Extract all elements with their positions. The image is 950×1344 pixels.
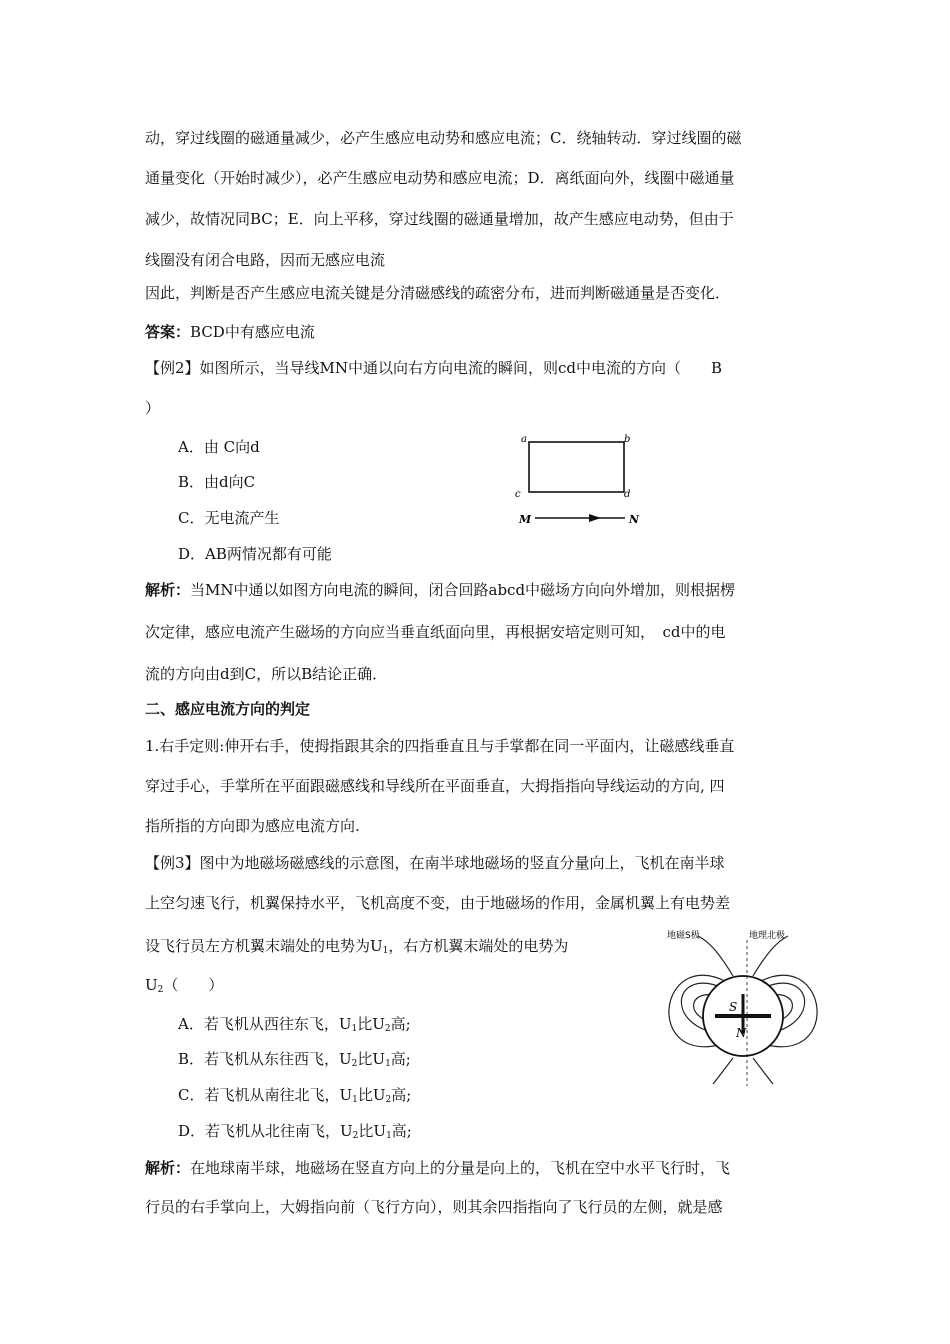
- field-line: [753, 936, 788, 976]
- corner-b-label: b: [624, 434, 631, 445]
- text-line: 穿过手心，手掌所在平面跟磁感线和导线所在平面垂直，大拇指指向导线运动的方向, 四: [145, 777, 725, 795]
- south-pole-label: S: [729, 1000, 738, 1014]
- example3-option-d: D．若飞机从北往南飞，$U_2$比$U_1$高;: [178, 1122, 412, 1141]
- analysis2-line: [145, 580, 735, 600]
- analysis-label: 解析：: [145, 1159, 191, 1177]
- text-line: 线圈没有闭合电路，因而无感应电流: [145, 251, 386, 269]
- north-pole-label: N: [736, 1026, 747, 1040]
- text-line: 动，穿过线圈的磁通量减少，必产生感应电动势和感应电流；C．绕轴转动．穿过线圈的磁: [145, 129, 742, 147]
- corner-c-label: c: [515, 489, 521, 500]
- section-heading: 二、感应电流方向的判定: [145, 700, 311, 718]
- text-line: 行员的右手掌向上，大姆指向前（飞行方向），则其余四指指向了飞行员的左侧，就是感: [145, 1198, 723, 1216]
- text-line: 流的方向由d到C，所以B结论正确．: [145, 665, 388, 683]
- wire-m-label: M: [519, 513, 532, 526]
- geographic-north-label: 地理北极: [749, 931, 786, 941]
- field-line: [713, 1058, 733, 1084]
- example2-option-a: A．由 C向d: [178, 438, 260, 456]
- example2-question: 【例2】如图所示，当导线MN中通以向右方向电流的瞬间，则cd中电流的方向（ B: [145, 359, 723, 377]
- text-line: 通量变化（开始时减少），必产生感应电动势和感应电流；D．离纸面向外，线圈中磁通量: [145, 169, 735, 187]
- example3-option-b: B．若飞机从东往西飞，$U_2$比$U_1$高;: [178, 1050, 411, 1069]
- wire-n-label: N: [629, 513, 640, 526]
- analysis3-line: [145, 1158, 730, 1178]
- analysis-text: 当MN中通以如图方向电流的瞬间，闭合回路abcd中磁场方向向外增加，则根据楞: [190, 581, 736, 599]
- field-line: [753, 1058, 773, 1084]
- answer-line: [145, 322, 315, 342]
- example3-question: 【例3】图中为地磁场磁感线的示意图，在南半球地磁场的竖直分量向上，飞机在南半球: [145, 854, 725, 872]
- text-line: 设飞行员左方机翼末端处的电势为$U_1$，右方机翼末端处的电势为: [145, 937, 569, 956]
- analysis-text: 在地球南半球，地磁场在竖直方向上的分量是向上的，飞机在空中水平飞行时，飞: [190, 1159, 731, 1177]
- text-line: 指所指的方向即为感应电流方向.: [145, 817, 360, 835]
- answer-label: 答案：: [145, 323, 191, 341]
- example2-question-close: ）: [145, 399, 161, 417]
- example2-option-d: D．AB两情况都有可能: [178, 545, 332, 563]
- example3-option-a: A．若飞机从西往东飞，$U_1$比$U_2$高;: [178, 1015, 411, 1034]
- text-line: 因此，判断是否产生感应电流关键是分清磁感线的疏密分布，进而判断磁通量是否变化．: [145, 284, 731, 302]
- text-line: 次定律，感应电流产生磁场的方向应当垂直纸面向里，再根据安培定则可知， cd中的电: [145, 623, 726, 641]
- circuit-figure: [505, 430, 655, 530]
- example2-option-c: C．无电流产生: [178, 509, 280, 527]
- geomagnetic-figure: [663, 926, 823, 1086]
- text-line: 减少，故情况同BC；E．向上平移，穿过线圈的磁通量增加，故产生感应电动势，但由于: [145, 210, 734, 228]
- answer-text: BCD中有感应电流: [190, 323, 315, 341]
- example2-option-b: B．由d向C: [178, 473, 256, 491]
- example3-option-c: C．若飞机从南往北飞，$U_1$比$U_2$高;: [178, 1086, 412, 1105]
- corner-a-label: a: [521, 434, 527, 445]
- text-line: 1.右手定则:伸开右手，使拇指跟其余的四指垂直且与手掌都在同一平面内，让磁感线垂直: [145, 737, 735, 755]
- geomagnetic-s-label: 地磁S极: [667, 931, 700, 941]
- text-line: 上空匀速飞行，机翼保持水平，飞机高度不变，由于地磁场的作用，金属机翼上有电势差: [145, 894, 731, 912]
- field-line: [698, 936, 733, 976]
- analysis-label: 解析：: [145, 581, 191, 599]
- coil-rectangle: [529, 442, 624, 492]
- current-arrow-icon: [589, 514, 601, 522]
- corner-d-label: d: [624, 489, 631, 500]
- text-line: $U_2$（ ）: [145, 976, 224, 995]
